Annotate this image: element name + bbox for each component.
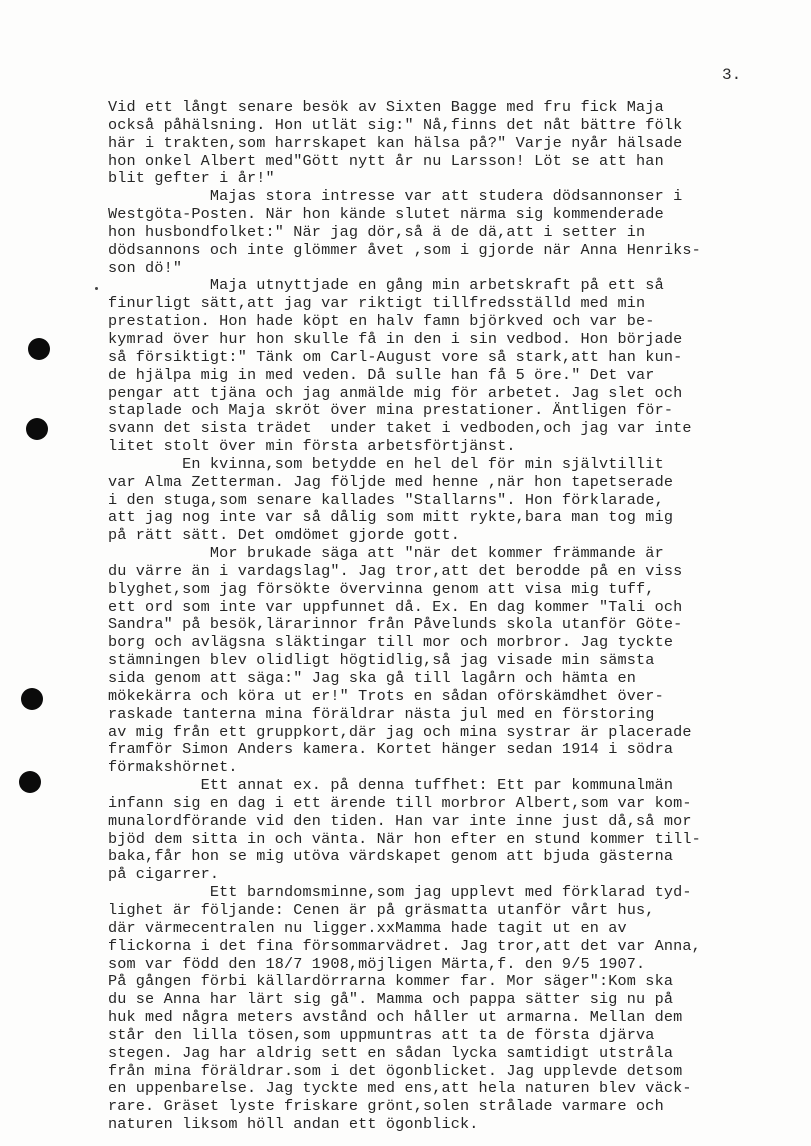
text-line: rare. Gräset lyste friskare grönt,solen strålade varmare och (108, 1097, 664, 1116)
text-line: du värre än i vardagslag". Jag tror,att det berodde på en viss (108, 561, 683, 580)
text-line: Vid ett långt senare besök av Sixten Bagge med fru fick Maja (108, 98, 664, 116)
text-line: prestation. Hon hade köpt en halv famn björkved och var be- (108, 312, 655, 331)
text-line: förmakshörnet. (108, 758, 238, 777)
text-line: flickorna i det fina försommarvädret. Jag tror,att det var Anna, (108, 936, 701, 955)
text-line: på cigarrer. (108, 865, 220, 884)
text-line: Ett barndomsminne,som jag upplevt med förklarad tyd- (108, 883, 692, 902)
ink-speck (95, 287, 98, 290)
text-line: svann det sista trädet under taket i vedboden,och jag var inte (108, 419, 692, 438)
text-line: sida genom att säga:" Jag ska gå till lagårn och hämta en (108, 669, 637, 687)
text-line: framför Simon Anders kamera. Kortet hänger sedan 1914 i södra (108, 740, 674, 759)
text-line: munalordförande vid den tiden. Han var inte inne just då,så mor (108, 811, 692, 830)
punch-hole-1 (28, 338, 50, 360)
text-line: mökekärra och köra ut er!" Trots en sådan oförskämdhet över- (108, 686, 664, 705)
text-line: ett ord som inte var uppfunnet då. Ex. En dag kommer "Tali och (108, 597, 683, 616)
text-line: hon onkel Albert med"Gött nytt år nu Larsson! Löt se att han (108, 151, 664, 170)
text-line: också påhälsning. Hon utlät sig:" Nå,finns det nåt bättre fölk (108, 115, 683, 134)
text-line: de hjälpa mig in med veden. Då sulle han få 5 öre." Det var (108, 365, 655, 384)
punch-hole-4 (19, 771, 41, 793)
text-line: av mig från ett gruppkort,där jag och mina systrar är placerade (108, 722, 692, 741)
text-line: kymrad över hur hon skulle få in den i sin vedbod. Hon började (108, 329, 683, 348)
text-line: Westgöta-Posten. När hon kände slutet närma sig kommenderade (108, 205, 664, 224)
text-line: Maja utnyttjade en gång min arbetskraft på ett så (108, 276, 664, 295)
text-line: blit gefter i år!" (108, 169, 275, 188)
text-line: huk med några meters avstånd och håller ut armarna. Mellan dem (108, 1008, 683, 1027)
text-line: bjöd dem sitta in och vänta. När hon efter en stund kommer till- (108, 829, 701, 848)
text-line: här i trakten,som harrskapet kan hälsa på?" Varje nyår hälsade (108, 133, 683, 152)
text-line: På gången förbi källardörrarna kommer far. Mor säger":Kom ska (108, 972, 674, 991)
punch-hole-2 (26, 418, 48, 440)
text-line: borg och avlägsna släktingar till mor och morbror. Jag tyckte (108, 633, 674, 652)
text-line: från mina föräldrar.som i det ögonblicket. Jag upplevde detsom (108, 1061, 683, 1080)
text-line: att jag nog inte var så dålig som mitt rykte,bara man tog mig (108, 508, 674, 527)
text-line: raskade tanterna mina föräldrar nästa jul med en förstoring (108, 704, 655, 723)
text-line: i den stuga,som senare kallades "Stallarns". Hon förklarade, (108, 490, 664, 509)
text-line: lighet är följande: Cenen är på gräsmatta utanför vårt hus, (108, 900, 655, 919)
letter-body (108, 99, 758, 1134)
text-line: finurligt sätt,att jag var riktigt tillfredsställd med min (108, 294, 646, 313)
text-line: där värmecentralen nu ligger.xxMamma hade tagit ut en av (108, 918, 627, 937)
punch-hole-3 (21, 688, 43, 710)
text-line: Sandra" på besök,lärarinnor från Påvelunds skola utanför Göte- (108, 615, 683, 634)
text-line: stegen. Jag har aldrig sett en sådan lycka samtidigt utstråla (108, 1043, 674, 1062)
text-line: baka,får hon se mig utöva värdskapet genom att bjuda gästerna (108, 847, 674, 866)
text-line: litet stolt över min första arbetsförtjänst. (108, 437, 516, 456)
text-line: naturen liksom höll andan ett ögonblick. (108, 1115, 479, 1134)
text-line: stämningen blev olidligt högtidlig,så jag visade min sämsta (108, 651, 655, 670)
text-line: son dö!" (108, 258, 183, 277)
text-line: står den lilla tösen,som uppmuntras att ta de första djärva (108, 1025, 655, 1044)
text-line: pengar att tjäna och jag anmälde mig för arbetet. Jag slet och (108, 383, 683, 402)
text-line: Majas stora intresse var att studera dödsannonser i (108, 187, 683, 206)
text-line: blyghet,som jag försökte övervinna genom att visa mig tuff, (108, 579, 655, 598)
text-line: du se Anna har lärt sig gå". Mamma och pappa sätter sig nu på (108, 990, 674, 1009)
page-number: 3. (722, 66, 742, 84)
text-line: staplade och Maja skröt över mina prestationer. Äntligen för- (108, 401, 674, 420)
text-line: Mor brukade säga att "när det kommer främmande är (108, 544, 664, 563)
text-line: var Alma Zetterman. Jag följde med henne ,när hon tapetserade (108, 472, 674, 491)
text-line: dödsannons och inte glömmer åvet ,som i gjorde när Anna Henriks- (108, 240, 701, 259)
text-line: som var född den 18/7 1908,möjligen Märta,f. den 9/5 1907. (108, 954, 646, 973)
text-line: på rätt sätt. Det omdömet gjorde gott. (108, 526, 461, 545)
text-line: infann sig en dag i ett ärende till morbror Albert,som var kom- (108, 793, 692, 812)
text-line: En kvinna,som betydde en hel del för min självtillit (108, 454, 664, 473)
text-line: Ett annat ex. på denna tuffhet: Ett par kommunalmän (108, 776, 674, 795)
text-line: en uppenbarelse. Jag tyckte med ens,att hela naturen blev väck- (108, 1079, 692, 1098)
text-line: hon husbondfolket:" När jag dör,så ä de dä,att i setter in (108, 222, 646, 241)
text-line: så försiktigt:" Tänk om Carl-August vore så stark,att han kun- (108, 347, 683, 366)
